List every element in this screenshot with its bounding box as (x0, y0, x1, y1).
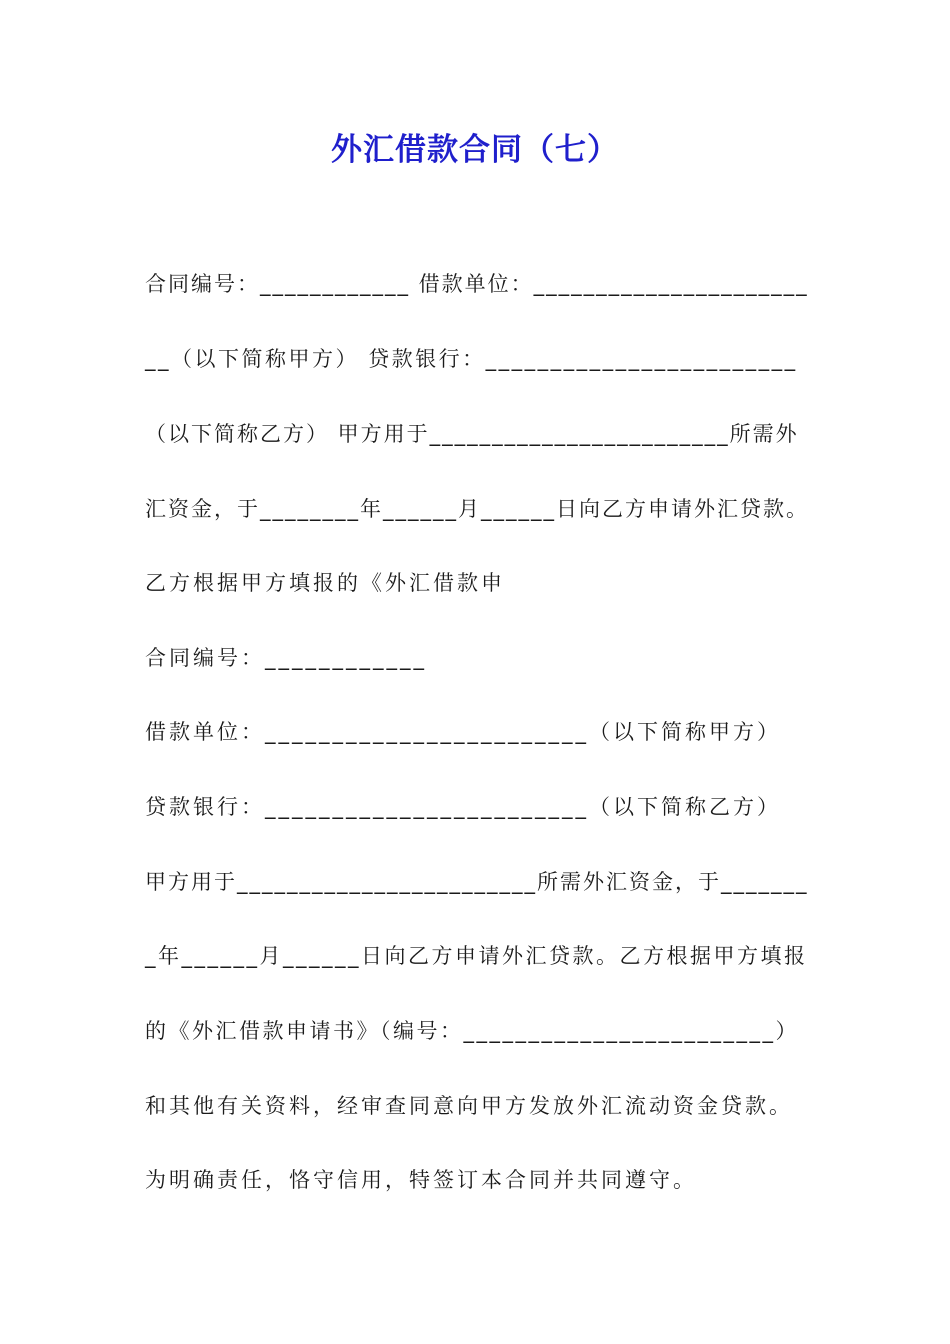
contract-line-13: 为明确责任，恪守信用，特签订本合同并共同遵守。 (145, 1168, 697, 1192)
contract-line-7: 借款单位：________________________（以下简称甲方） (145, 720, 781, 744)
document-title: 外汇借款合同（七） (331, 132, 619, 168)
contract-line-6: 合同编号：____________ (145, 646, 427, 670)
contract-line-11: 的《外汇借款申请书》（编号：________________________） (145, 1019, 799, 1043)
contract-line-5: 乙方根据甲方填报的《外汇借款申 (145, 571, 505, 595)
contract-line-3: （以下简称乙方） 甲方用于________________________所需外 (145, 422, 799, 446)
contract-line-8: 贷款银行：________________________（以下简称乙方） (145, 795, 781, 819)
contract-line-12: 和其他有关资料，经审查同意向甲方发放外汇流动资金贷款。 (145, 1094, 793, 1118)
contract-line-10: _年______月______日向乙方申请外汇贷款。乙方根据甲方填报 (145, 944, 808, 968)
contract-line-2: __（以下简称甲方） 贷款银行：________________________ (145, 347, 798, 371)
contract-line-1: 合同编号：____________ 借款单位：______________________ (145, 272, 809, 296)
contract-line-4: 汇资金，于________年______月______日向乙方申请外汇贷款。 (145, 497, 809, 521)
contract-line-9: 甲方用于________________________所需外汇资金，于_______ (145, 870, 809, 894)
